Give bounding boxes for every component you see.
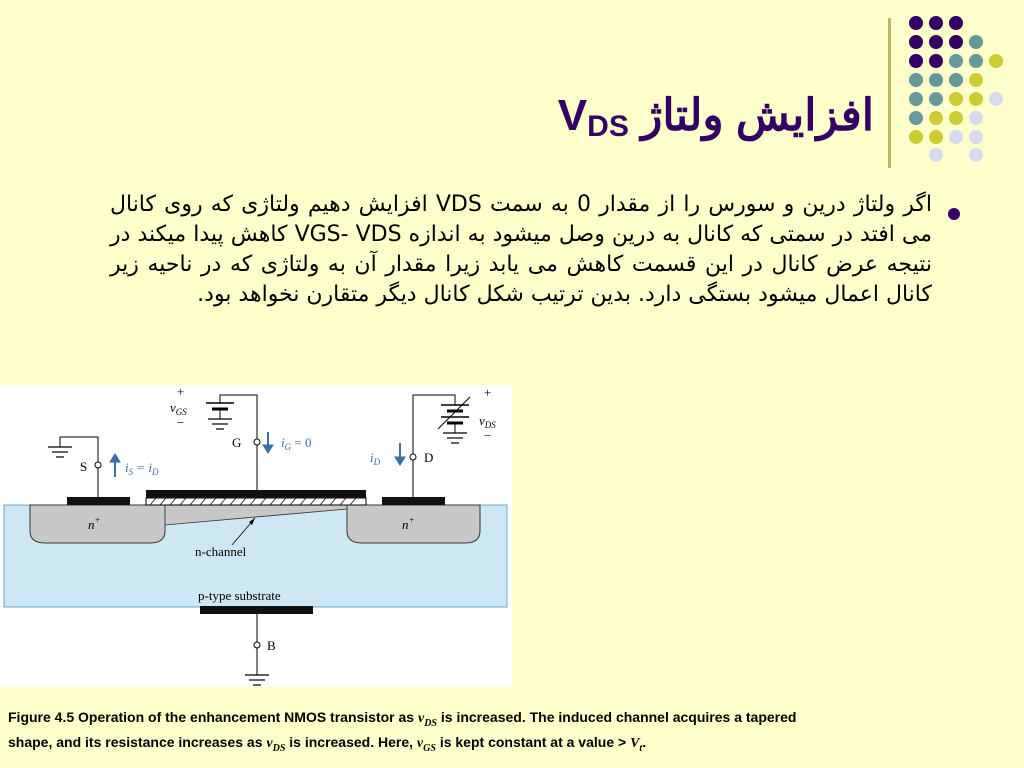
bullet-point <box>948 208 960 220</box>
source-ground-icon <box>48 447 72 457</box>
source-n-plus-label: n+ <box>88 515 101 532</box>
dot-row-2 <box>909 35 983 49</box>
title-symbol <box>557 91 629 143</box>
dot-row-5 <box>909 92 1003 106</box>
source-metal <box>67 497 130 505</box>
caption-figure-label: Figure 4.5 <box>8 709 75 725</box>
nmos-diagram <box>0 385 512 687</box>
body-ground-icon <box>245 675 269 685</box>
source-label: S <box>80 459 88 474</box>
slide-title <box>558 90 874 144</box>
vds-battery-icon <box>438 397 470 443</box>
vgs-label: $v_{GS}$ <box>170 400 187 417</box>
gate-label: G <box>232 435 242 450</box>
decorative-dot-grid <box>0 0 1024 170</box>
vds-label: $v_{DS}$ <box>479 413 496 430</box>
figure-caption <box>8 708 798 758</box>
drain-metal <box>382 497 445 505</box>
substrate-label: p-type substrate <box>198 588 281 603</box>
drain-n-plus-label: n+ <box>402 515 415 532</box>
body-metal <box>200 606 313 614</box>
caption-var-4: $V_t$ <box>630 735 643 754</box>
caption-text-4: is kept constant at a value > <box>435 733 631 750</box>
drain-terminal <box>410 454 416 460</box>
title-v-subscript: DS <box>587 110 629 143</box>
title-main-text: افزایش ولتاژ <box>641 91 874 140</box>
caption-var-3: $v_{GS}$ <box>416 735 436 754</box>
body-terminal <box>254 642 260 648</box>
caption-var-1: $v_{DS}$ <box>417 711 437 729</box>
body-label: B <box>267 638 276 653</box>
caption-text-5: . <box>642 733 647 750</box>
title-v: V <box>557 91 588 140</box>
vgs-minus-label: − <box>177 415 185 430</box>
is-label: $i_S = i_D$ <box>125 460 159 477</box>
dot-row-6 <box>909 111 983 125</box>
drain-label: D <box>424 450 434 465</box>
caption-text-3: is increased. Here, <box>285 733 417 750</box>
vgs-battery-icon <box>206 403 234 429</box>
ig-label: $i_G = 0$ <box>281 435 312 452</box>
body-paragraph: اگر ولتاژ درین و سورس را از مقدار 0 به سمت VDS افزایش دهیم ولتاژی که روی کانال می افتد در سمتی که کانال به درین وصل میشود به اندازه VGS- VDS کاهش پیدا میکند در نتیجه عرض کانال در این قسمت کاهش می یابد زیرا مقدار آن به ولتاژی که در ناحیه زیر کانال اعمال میشود بستگی دارد. بدین ترتیب شکل کانال دیگر متقارن نخواهد بود. <box>110 192 933 307</box>
vgs-plus-label: + <box>177 385 185 399</box>
title-divider-line <box>888 18 891 168</box>
dot-row-1 <box>909 16 963 30</box>
vds-plus-label: + <box>484 385 492 400</box>
dot-row-4 <box>909 73 983 87</box>
dot-row-3 <box>909 54 1003 68</box>
id-label: $i_D$ <box>370 450 381 467</box>
gate-metal <box>146 490 366 498</box>
dot-row-7 <box>909 130 983 144</box>
caption-text-2: is increased. The induced channel acquires a tapered shape, and its resistance increases as <box>8 709 797 750</box>
vds-minus-label: − <box>484 428 492 443</box>
nmos-figure <box>0 385 512 687</box>
caption-var-2: $v_{DS}$ <box>266 735 286 754</box>
caption-text-1: Operation of the enhancement NMOS transistor as <box>74 709 418 725</box>
dot-row-8 <box>929 148 983 162</box>
n-channel-label: n-channel <box>195 544 247 559</box>
source-terminal <box>95 462 101 468</box>
gate-terminal <box>254 439 260 445</box>
